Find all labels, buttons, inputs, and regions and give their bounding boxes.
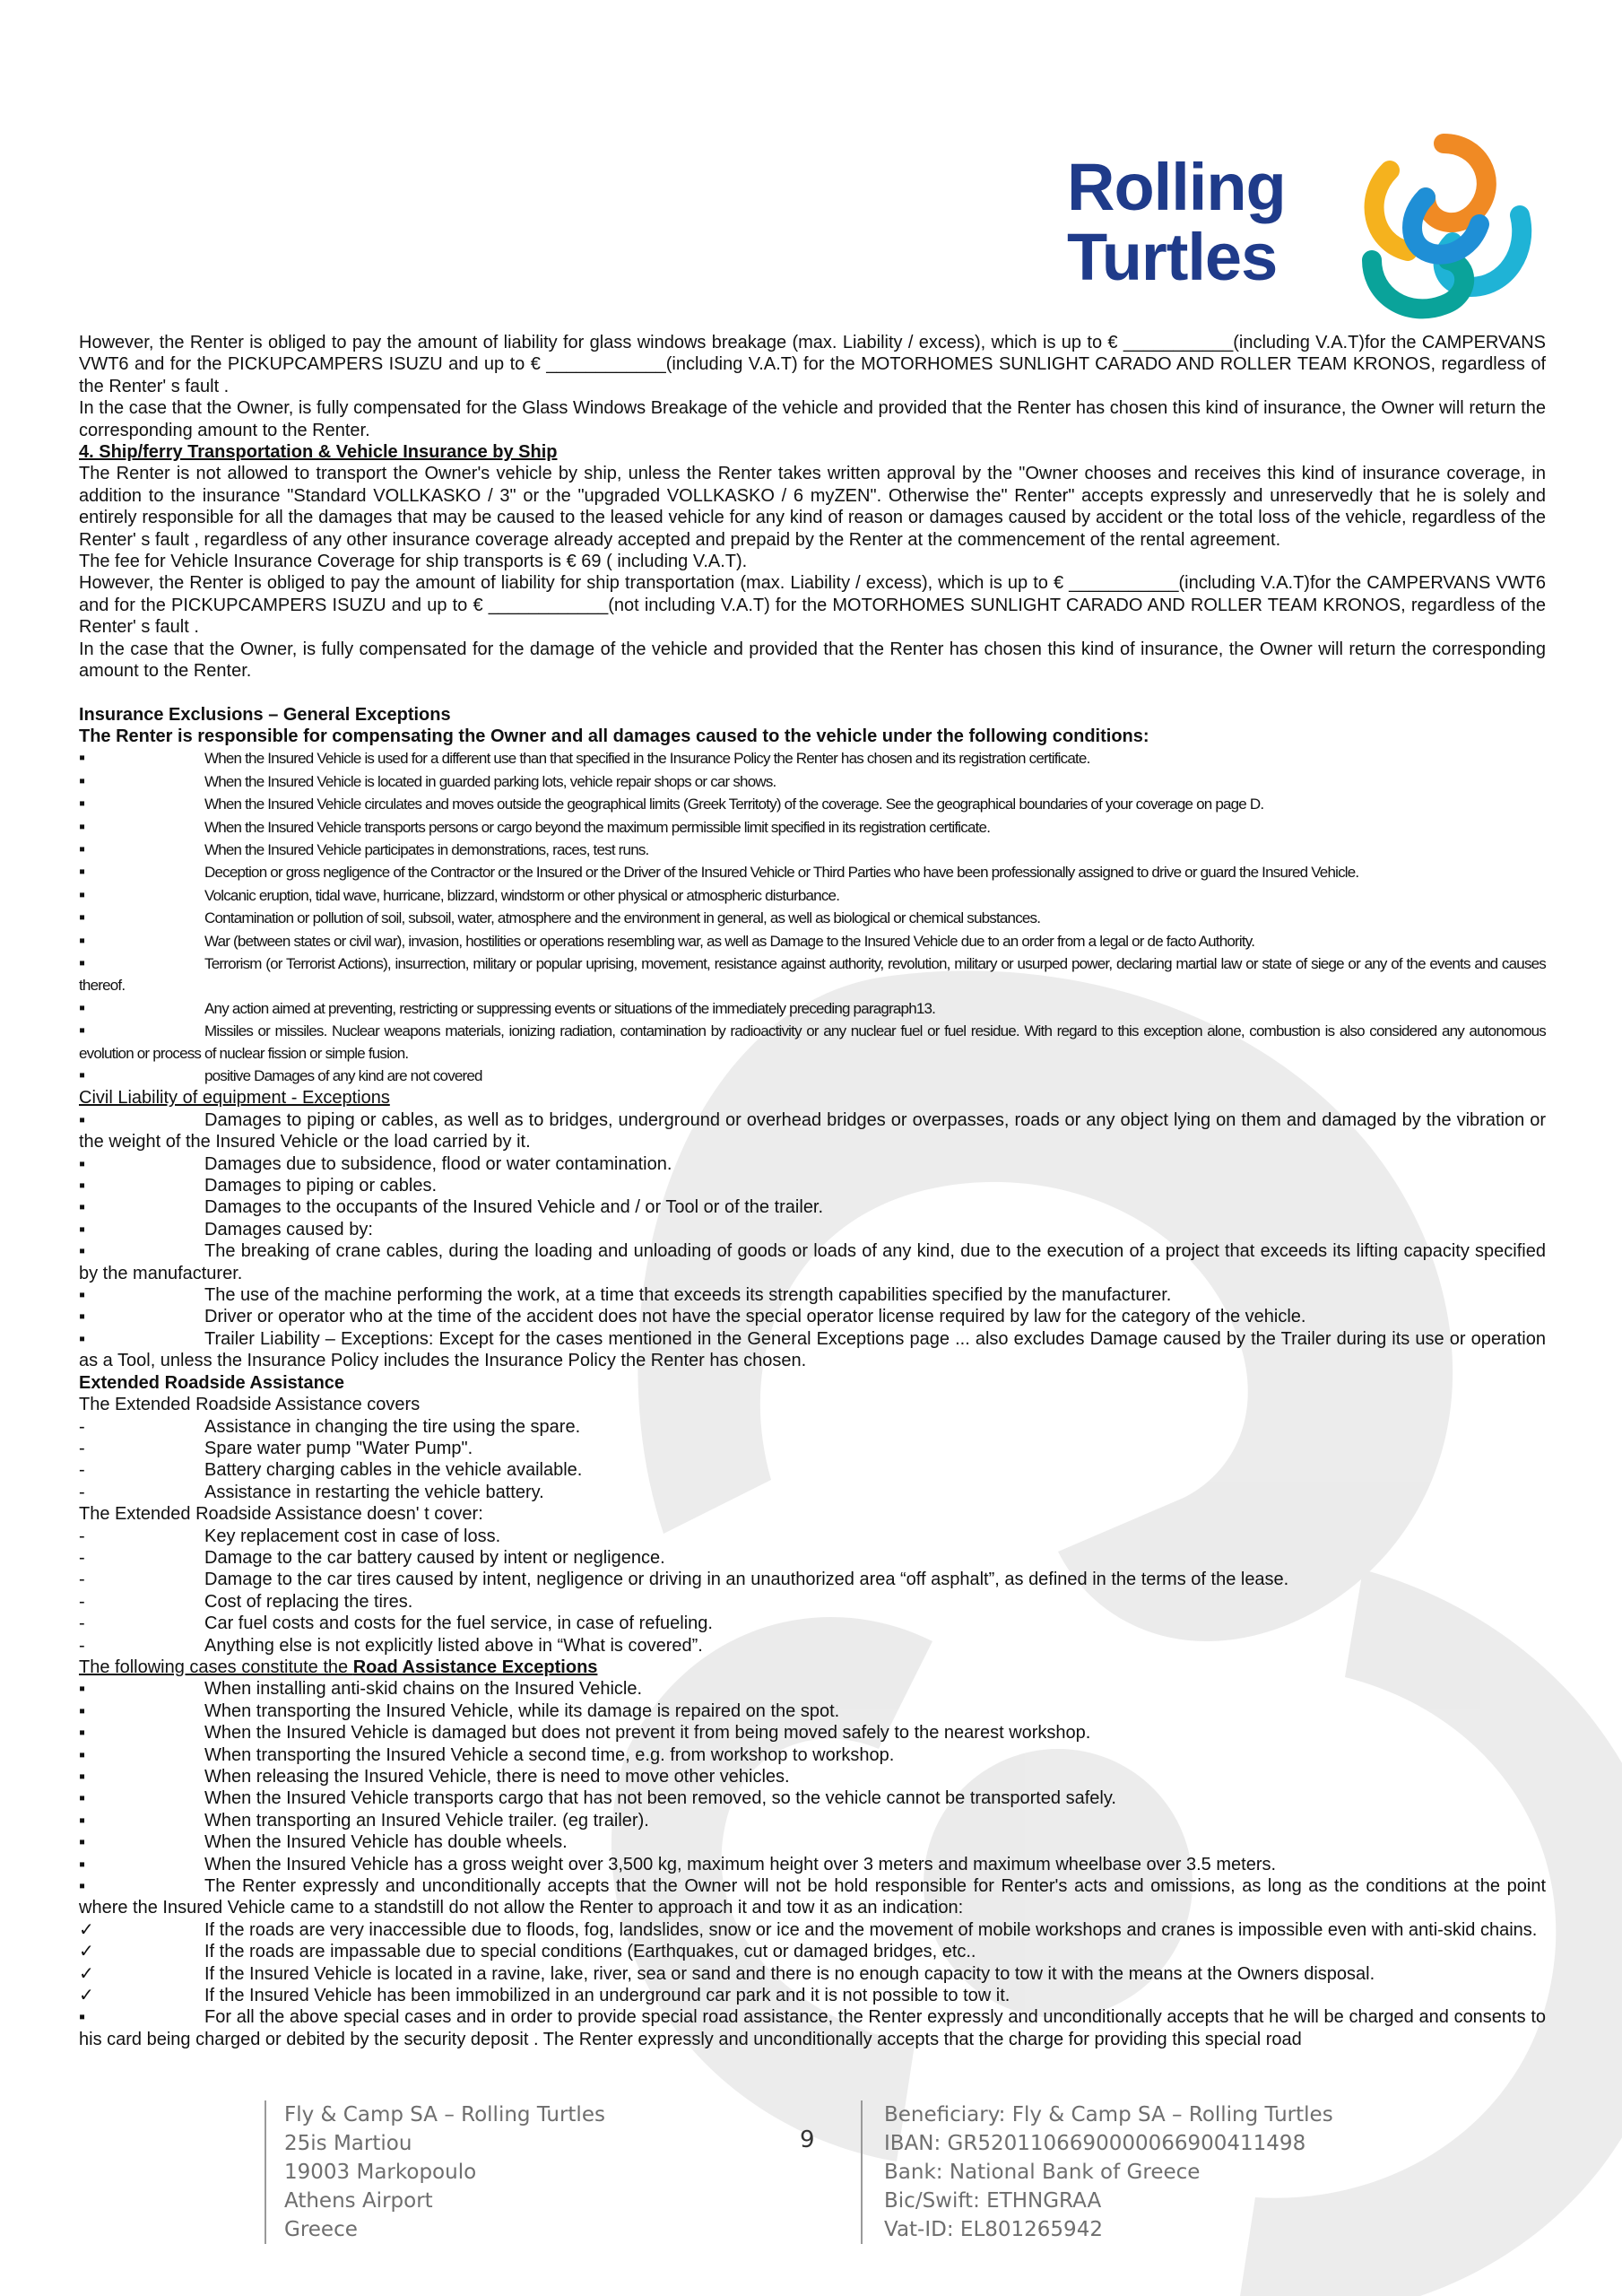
glass-refund-paragraph: In the case that the Owner, is fully compensated for the Glass Windows Breakage of the vehicle and provided that the Renter has chosen this kind of insurance, the Owner will return the corresponding amount to the Renter. <box>79 398 1546 440</box>
list-item: - Anything else is not explicitly listed above in “What is covered”. <box>79 1635 703 1656</box>
list-item: - Cost of replacing the tires. <box>79 1591 413 1612</box>
list-item: ▪ Trailer Liability – Exceptions: Except for the cases mentioned in the General Exceptions page ... also excludes Damage caused by the Trailer during its use or operation as a Tool, unless the Insurance Policy includes the Insurance Policy the Renter has chosen. <box>79 1328 1546 1371</box>
bank-line: Bank: National Bank of Greece <box>884 2161 1201 2184</box>
list-item: ▪ When releasing the Insured Vehicle, there is need to move other vehicles. <box>79 1767 790 1787</box>
list-item: ✓ If the roads are impassable due to special conditions (Earthquakes, cut or damaged bridges, etc.. <box>79 1942 976 1962</box>
list-item: ▪ Damages caused by: <box>79 1219 373 1239</box>
checkmark-icon: ✓ <box>79 1919 94 1940</box>
list-item: - Damage to the car battery caused by intent or negligence. <box>79 1547 665 1568</box>
address-line: 25is Martiou <box>284 2132 412 2155</box>
roadside-covers-list <box>79 1416 1546 1504</box>
ship-section-heading: 4. Ship/ferry Transportation & Vehicle Insurance by Ship <box>79 442 558 463</box>
list-item: ✓ If the roads are very inaccessible due to floods, fog, landslides, snow or ice and the movement of mobile workshops and cranes is impossible even with anti-skid chains. <box>79 1919 1538 1940</box>
list-item: ▪ When transporting an Insured Vehicle trailer. (eg trailer). <box>79 1810 649 1831</box>
list-item: ▪ The breaking of crane cables, during the loading and unloading of goods or loads of any kind, due to the execution of a project that exceeds its lifting capacity specified by the manufacturer. <box>79 1241 1546 1283</box>
checkmark-icon: ✓ <box>79 1942 94 1962</box>
bank-line: Beneficiary: Fly & Camp SA – Rolling Turtles <box>884 2103 1333 2126</box>
list-item: ▪ Missiles or missiles. Nuclear weapons materials, ionizing radiation, contamination by radioactivity or any nuclear fuel or fuel residue. With regard to this exception alone, combustion is also considered any autonomous evolution or process of nuclear fission or simple fusion. <box>79 1021 1546 1062</box>
checkmark-icon: ✓ <box>79 1986 94 2006</box>
list-item: ▪ Terrorism (or Terrorist Actions), insurrection, military or popular uprising, movement, resistance against authority, revolution, military or usurped power, declaring martial law or state of siege or any of the events and causes thereof. <box>79 952 1546 995</box>
list-item: ▪ positive Damages of any kind are not covered <box>79 1065 482 1085</box>
roadside-not-cover-intro: The Extended Roadside Assistance doesn' t cover: <box>79 1504 483 1525</box>
ship-liability-paragraph: However, the Renter is obliged to pay the amount of liability for ship transportation (max. Liability / excess), which is up to € ___________(including V.A.T)for the CAMPERVANS VWT6 and for the PICKUPCAMPERS ISUZU and up to € ____________(not including V.A.T) for the MOTORHOMES SUNLIGHT CARADO AND ROLLER TEAM KRONOS, regardless of the Renter' s fault . <box>79 573 1546 638</box>
road-exceptions-list <box>79 1678 1546 2050</box>
list-item: ▪ When the Insured Vehicle transports persons or cargo beyond the maximum permissible limit specified in its registration certificate. <box>79 816 991 837</box>
list-item: - Assistance in changing the tire using the spare. <box>79 1416 581 1437</box>
list-item: ▪ When the Insured Vehicle is used for a different use than that specified in the Insurance Policy the Renter has chosen and its registration certificate. <box>79 748 1090 769</box>
list-item: ▪ When the Insured Vehicle is located in guarded parking lots, vehicle repair shops or car shows. <box>79 770 776 791</box>
bank-details <box>861 2100 1333 2244</box>
address-line: Athens Airport <box>284 2189 433 2213</box>
list-item: ▪ When transporting the Insured Vehicle, while its damage is repaired on the spot. <box>79 1700 840 1721</box>
list-item: - Spare water pump "Water Pump". <box>79 1438 473 1458</box>
ship-refund-paragraph: In the case that the Owner, is fully compensated for the damage of the vehicle and provided that the Renter has chosen this kind of insurance, the Owner will return the corresponding amount to the Renter. <box>79 639 1546 682</box>
list-item: ▪ When installing anti-skid chains on the Insured Vehicle. <box>79 1679 643 1700</box>
document-body <box>79 332 1546 2050</box>
list-item: ▪ When the Insured Vehicle has a gross weight over 3,500 kg, maximum height over 3 meters and maximum wheelbase over 3.5 meters. <box>79 1854 1277 1874</box>
civil-liability-heading: Civil Liability of equipment - Exceptions <box>79 1088 390 1109</box>
ship-fee-paragraph: The fee for Vehicle Insurance Coverage for ship transports is € 69 ( including V.A.T). <box>79 552 748 572</box>
list-item: ▪ When transporting the Insured Vehicle a second time, e.g. from workshop to workshop. <box>79 1744 895 1765</box>
list-item: ▪ For all the above special cases and in order to provide special road assistance, the Renter expressly and unconditionally accepts that he will be charged and consents to his card being charged or debited by the security deposit . The Renter expressly and unconditionally accepts that the charge for providing this special road <box>79 2007 1546 2049</box>
list-item: ✓ If the Insured Vehicle has been immobilized in an underground car park and it is not possible to tow it. <box>79 1986 1010 2006</box>
company-address <box>265 2100 605 2244</box>
list-item: ▪ Damages to piping or cables, as well as to bridges, underground or overhead bridges or overpasses, roads or any object lying on them and damaged by the vibration or the weight of the Insured Vehicle or the load carried by it. <box>79 1109 1546 1152</box>
list-item: ▪ Driver or operator who at the time of the accident does not have the special operator license required by law for the category of the vehicle. <box>79 1307 1306 1327</box>
list-item: ▪ Damages to the occupants of the Insured Vehicle and / or Tool or of the trailer. <box>79 1197 824 1218</box>
address-line: 19003 Markopoulo <box>284 2161 477 2184</box>
list-item: ▪ Volcanic eruption, tidal wave, hurricane, blizzard, windstorm or other physical or atmospheric disturbance. <box>79 884 840 905</box>
list-item: ✓ If the Insured Vehicle is located in a ravine, lake, river, sea or sand and there is no enough capacity to tow it with the means at the Owners disposal. <box>79 1963 1375 1984</box>
list-item: - Damage to the car tires caused by intent, negligence or driving in an unauthorized area “off asphalt”, as defined in the terms of the lease. <box>79 1570 1289 1590</box>
civil-liability-list <box>79 1109 1546 1372</box>
list-item: ▪ When the Insured Vehicle participates in demonstrations, races, test runs. <box>79 839 649 859</box>
glass-liability-paragraph: However, the Renter is obliged to pay the amount of liability for glass windows breakage (max. Liability / excess), which is up to € ___________(including V.A.T)for the CAMPERVANS VWT6 and for the PICKUPCAMPERS ISUZU and up to € ____________(including V.A.T) for the MOTORHOMES SUNLIGHT CARADO AND ROLLER TEAM KRONOS, regardless of the Renter' s fault . <box>79 333 1546 396</box>
list-item: ▪ Contamination or pollution of soil, subsoil, water, atmosphere and the environment in general, as well as biological or chemical substances. <box>79 908 1041 928</box>
list-item: ▪ War (between states or civil war), invasion, hostilities or operations resembling war, as well as Damage to the Insured Vehicle due to an order from a legal or de facto Authority. <box>79 930 1255 951</box>
address-line: Greece <box>284 2218 358 2241</box>
turtle-knot-logo-icon <box>1336 117 1551 332</box>
list-item: - Key replacement cost in case of loss. <box>79 1526 501 1546</box>
roadside-not-cover-list <box>79 1526 1546 1657</box>
logo-line-1: Rolling <box>1067 150 1286 224</box>
exclusions-heading: Insurance Exclusions – General Exceptions <box>79 704 451 725</box>
ship-approval-paragraph: The Renter is not allowed to transport the Owner's vehicle by ship, unless the Renter takes written approval by the "Owner chooses and receives this kind of insurance coverage, in addition to the insurance "Standard VOLLKASKO / 3" or the "upgraded VOLLKASKO / 6 myZEN". Otherwise the" Renter" accepts expressly and unreservedly that he is solely and entirely responsible for all the damages that may be caused to the leased vehicle for any kind of reason or damages caused by accident or the total loss of the vehicle, regardless of the Renter' s fault , regardless of any other insurance coverage already accepted and prepaid by the Renter at the commencement of the rental agreement. <box>79 464 1546 550</box>
list-item: ▪ The use of the machine performing the work, at a time that exceeds its strength capabilities specified by the manufacturer. <box>79 1285 1172 1306</box>
list-item: ▪ The Renter expressly and unconditionally accepts that the Owner will not be hold responsible for Renter's acts and omissions, as long as the conditions at the point where the Insured Vehicle came to a standstill do not allow the Renter to approach it and tow it as an indication: <box>79 1876 1546 1918</box>
road-exceptions-heading: The following cases constitute the Road Assistance Exceptions <box>79 1657 598 1677</box>
page-footer <box>0 2090 1622 2287</box>
page-number: 9 <box>800 2126 815 2153</box>
checkmark-icon: ✓ <box>79 1963 94 1984</box>
list-item: ▪ Deception or gross negligence of the Contractor or the Insured or the Driver of the Insured Vehicle or Third Parties who have been professionally assigned to drive or guard the Insured Vehicle. <box>79 862 1359 883</box>
list-item: ▪ When the Insured Vehicle circulates and moves outside the geographical limits (Greek Territoty) of the coverage. See the geographical boundaries of your coverage on page D. <box>79 794 1264 814</box>
list-item: - Car fuel costs and costs for the fuel service, in case of refueling. <box>79 1613 713 1634</box>
logo-wordmark <box>1067 152 1286 292</box>
list-item: ▪ Damages due to subsidence, flood or water contamination. <box>79 1153 672 1174</box>
bank-line: IBAN: GR5201106690000066900411498 <box>884 2132 1306 2155</box>
bank-line: Bic/Swift: ETHNGRAA <box>884 2189 1102 2213</box>
list-item: ▪ When the Insured Vehicle transports cargo that has not been removed, so the vehicle cannot be transported safely. <box>79 1788 1116 1809</box>
roadside-covers-intro: The Extended Roadside Assistance covers <box>79 1395 421 1415</box>
exclusions-subheading: The Renter is responsible for compensating the Owner and all damages caused to the vehicle under the following conditions: <box>79 726 1149 746</box>
list-item: - Assistance in restarting the vehicle battery. <box>79 1482 544 1502</box>
logo-line-2: Turtles <box>1067 220 1278 294</box>
company-logo <box>1067 117 1560 332</box>
address-line: Fly & Camp SA – Rolling Turtles <box>284 2103 605 2126</box>
roadside-heading: Extended Roadside Assistance <box>79 1372 345 1393</box>
exclusions-list <box>79 747 1546 1087</box>
list-item: ▪ Damages to piping or cables. <box>79 1176 438 1196</box>
list-item: ▪ When the Insured Vehicle has double wheels. <box>79 1832 568 1853</box>
list-item: - Battery charging cables in the vehicle available. <box>79 1460 583 1481</box>
list-item: ▪ Any action aimed at preventing, restricting or suppressing events or situations of the immediately preceding paragraph13. <box>79 997 936 1018</box>
bank-line: Vat-ID: EL801265942 <box>884 2218 1103 2241</box>
list-item: ▪ When the Insured Vehicle is damaged but does not prevent it from being moved safely to the nearest workshop. <box>79 1723 1091 1744</box>
